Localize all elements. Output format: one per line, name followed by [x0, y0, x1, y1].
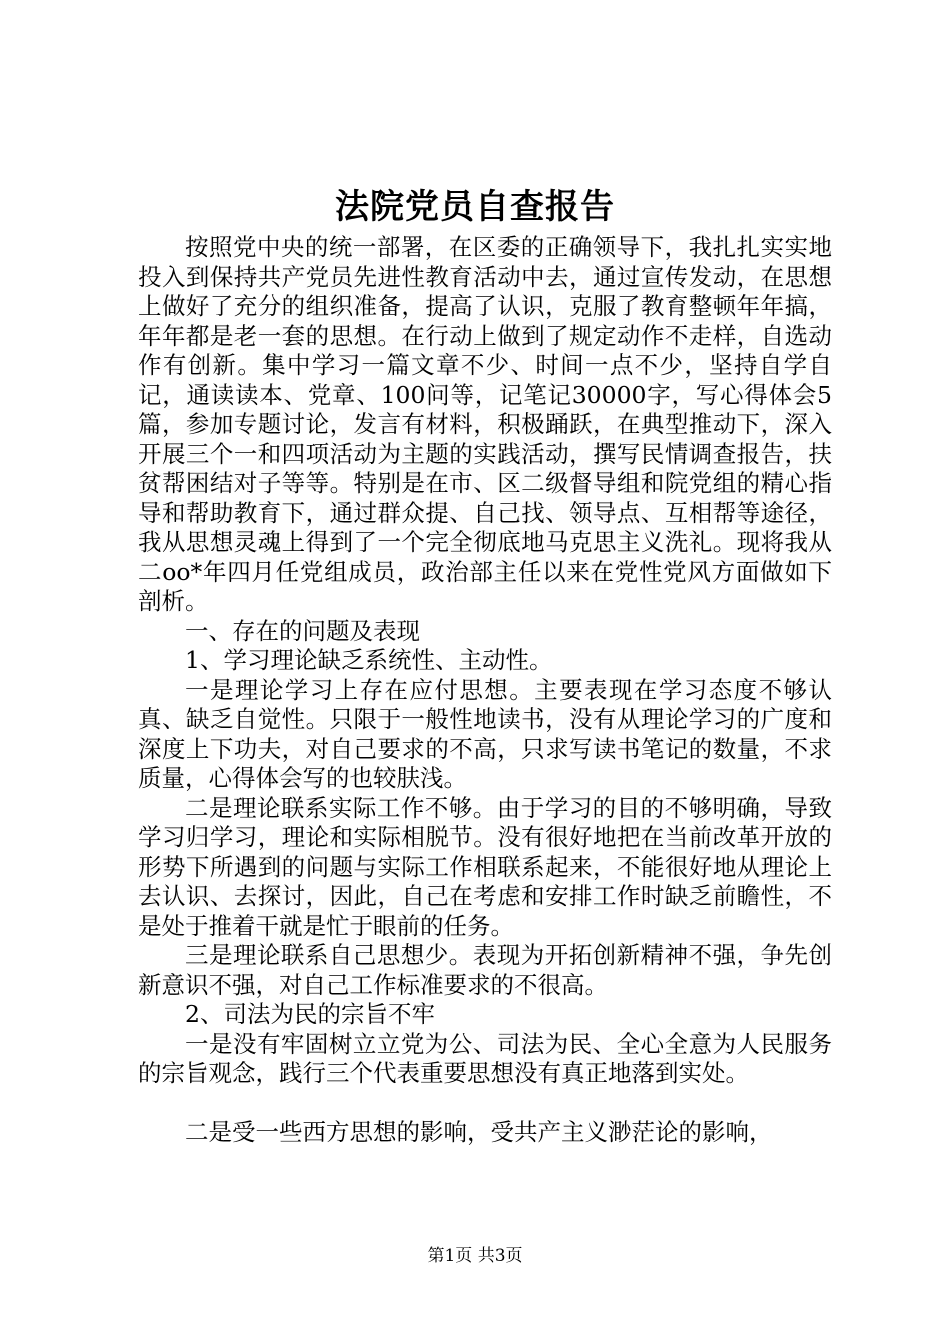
document-body — [138, 233, 832, 1148]
page-footer: 第1页 共3页 — [427, 1246, 523, 1266]
section-heading-problems: 一、存在的问题及表现 — [185, 616, 420, 645]
subheading-theory-study: 1、学习理论缺乏系统性、主动性。 — [185, 646, 553, 674]
paragraph-purpose-2: 二是受一些西方思想的影响，受共产主义渺茫论的影响， — [185, 1118, 773, 1146]
document-title: 法院党员自查报告 — [335, 187, 615, 227]
paragraph-intro: 按照党中央的统一部署，在区委的正确领导下，我扎扎实实地投入到保持共产党员先进性教育活动中去，通过宣传发动，在思想上做好了充分的组织准备，提高了认识，克服了教育整顿年年搞，年年都是老一套的思想。在行动上做到了规定动作不走样，自选动作有创新。集中学习一篇文章不少、时间一点不少，坚持自学自记，通读读本、党章、100问等，记笔记30000字，写心得体会5篇，参加专题讨论，发言有材料，积极踊跃，在典型推动下，深入开展三个一和四项活动为主题的实践活动，撰写民情调查报告，扶贫帮困结对子等等。特别是在市、区二级督导组和院党组的精心指导和帮助教育下，通过群众提、自己找、领导点、互相帮等途径，我从思想灵魂上得到了一个完全彻底地马克思主义洗礼。现将我从二oo*年四月任党组成员，政治部主任以来在党性党风方面做如下剖析。 — [138, 233, 832, 615]
paragraph-point-2: 二是理论联系实际工作不够。由于学习的目的不够明确，导致学习归学习，理论和实际相脱节。没有很好地把在当前改革开放的形势下所遇到的问题与实际工作相联系起来，不能很好地从理论上去认识、去探讨，因此，自己在考虑和安排工作时缺乏前瞻性，不是处于推着干就是忙于眼前的任务。 — [138, 793, 832, 940]
paragraph-point-1: 一是理论学习上存在应付思想。主要表现在学习态度不够认真、缺乏自觉性。只限于一般性地读书，没有从理论学习的广度和深度上下功夫，对自己要求的不高，只求写读书笔记的数量，不求质量，心得体会写的也较肤浅。 — [138, 675, 832, 792]
paragraph-point-3: 三是理论联系自己思想少。表现为开拓创新精神不强，争先创新意识不强，对自己工作标准要求的不很高。 — [138, 941, 832, 999]
subheading-justice-purpose: 2、司法为民的宗旨不牢 — [185, 1000, 435, 1028]
paragraph-purpose-1: 一是没有牢固树立立党为公、司法为民、全心全意为人民服务的宗旨观念，践行三个代表重要思想没有真正地落到实处。 — [138, 1029, 832, 1087]
